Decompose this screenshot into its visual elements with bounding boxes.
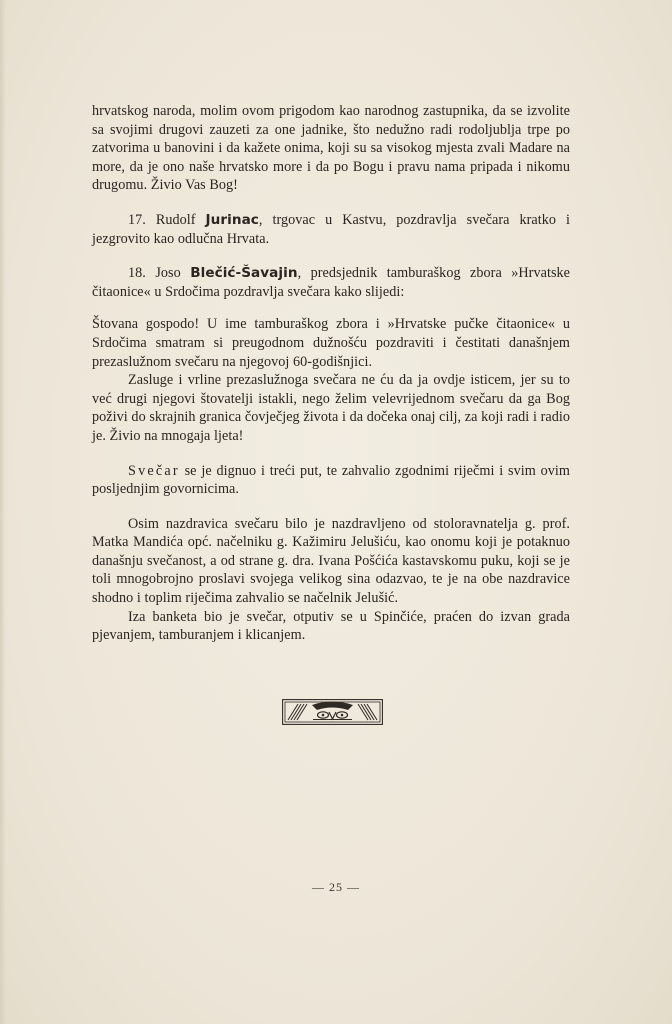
paragraph-3-name: Blečić-Šavajin: [190, 265, 298, 282]
paragraph-6-spaced: Svečar: [128, 462, 180, 479]
paragraph-8: Iza banketa bio je svečar, otputiv se u Spinčiće, praćen do izvan grada pjevanjem, tamburanjem i klicanjem.: [92, 608, 570, 644]
paragraph-2-name: Jurinac: [205, 211, 259, 228]
paragraph-4: Štovana gospodo! U ime tamburaškog zbora i »Hrvatske pučke čitaonice« u Srdočima smatram si preugodnom dužnošću pozdraviti i čestitati današnjem prezaslužnom svečaru na njegovoj 60-godišnjici.: [92, 316, 570, 370]
paragraph-3-rest: , predsjednik tamburaškog zbora »Hrvatske čitaonice« u Srdočima pozdravlja svečara kako slijedi:: [92, 265, 571, 300]
page-spine-shadow: [0, 0, 6, 1024]
paragraph-7: Osim nazdravica svečaru bilo je nazdravljeno od stoloravnatelja g. prof. Matka Mandića opć. načelniku g. Kažimiru Jelušiću, kao onomu koji je potaknuo današnju svečanost, a od strane g. dra. Ivana Pošćića kastavskomu puku, koji se je toli mnogobrojno proslavi svojega velikog sina odazvao, te je na obe nazdravice shodno i toplim riječima zahvalio se načelnik Jelušić.: [92, 515, 570, 607]
page-number: — 25 —: [312, 880, 360, 894]
paragraph-3: [92, 264, 570, 301]
paragraph-2-prefix: 17. Rudolf: [128, 211, 206, 228]
body-text: [92, 102, 570, 645]
paragraph-5: Zasluge i vrline prezaslužnoga svečara ne ću da ja ovdje isticem, jer su to već drugi njegovi štovatelji istakli, nego želim velevrijednom svečaru da ga Bog poživi do skrajnih granica čovječjeg života i da dočeka onaj cilj, za koji radi i radio je. Živio na mnogaja ljeta!: [92, 372, 570, 444]
decorative-vignette-icon: [282, 699, 383, 725]
paragraph-3-prefix: 18. Joso: [128, 265, 191, 282]
paragraph-6: [92, 462, 570, 499]
paragraph-1: hrvatskog naroda, molim ovom prigodom kao narodnog zastupnika, da se izvolite sa svojimi drugovi zauzeti za one jadnike, što nedužno radi rodoljublja trpe po zatvorima u banovini i da kažete onima, koji su sa visokog mjesta zvali Madare na more, da je ono naše hrvatsko more i da po Bogu i pravu nama pripada i nikomu drugomu. Živio Vas Bog!: [92, 103, 570, 194]
paragraph-2: [92, 211, 570, 248]
paragraph-2-rest: , trgovac u Kastvu, pozdravlja svečara kratko i jezgrovito kao odlučna Hrvata.: [92, 211, 570, 247]
paragraph-6-rest: se je dignuo i treći put, te zahvalio zgodnimi riječmi i svim ovim posljednjim govornicima.: [92, 462, 570, 498]
